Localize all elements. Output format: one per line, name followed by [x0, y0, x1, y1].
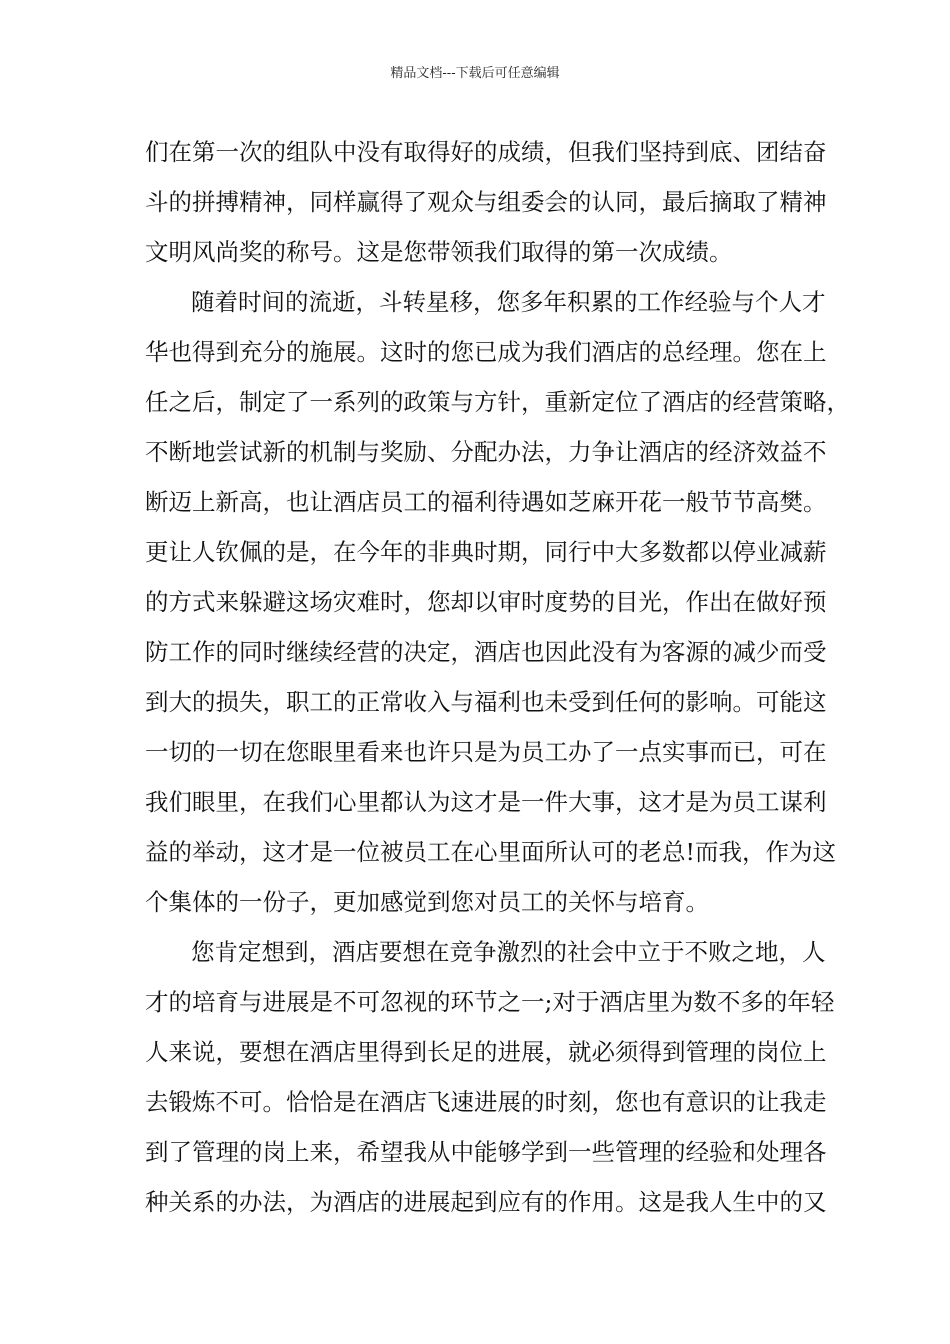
text-line: 我们眼里，在我们心里都认为这才是一件大事，这才是为员工谋利	[145, 788, 827, 816]
text-line: 您肯定想到，酒店要想在竞争激烈的社会中立于不败之地，人	[191, 938, 826, 966]
text-line: 们在第一次的组队中没有取得好的成绩，但我们坚持到底、团结奋	[145, 138, 827, 166]
text-line: 去锻炼不可。恰恰是在酒店飞速进展的时刻，您也有意识的让我走	[145, 1088, 827, 1116]
text-line: 断迈上新高，也让酒店员工的福利待遇如芝麻开花一般节节高樊。	[145, 488, 827, 516]
text-line: 一切的一切在您眼里看来也许只是为员工办了一点实事而已，可在	[145, 738, 827, 766]
document-body	[145, 127, 850, 1227]
text-line: 防工作的同时继续经营的决定，酒店也因此没有为客源的减少而受	[145, 638, 827, 666]
text-line: 任之后，制定了一系列的政策与方针，重新定位了酒店的经营策略，	[145, 388, 850, 416]
text-line: 随着时间的流逝，斗转星移，您多年积累的工作经验与个人才	[191, 288, 826, 316]
paragraph-2	[145, 277, 850, 927]
text-line: 到了管理的岗上来，希望我从中能够学到一些管理的经验和处理各	[145, 1138, 827, 1166]
text-line: 的方式来躲避这场灾难时，您却以审时度势的目光，作出在做好预	[145, 588, 827, 616]
paragraph-1	[145, 127, 827, 277]
text-line: 种关系的办法，为酒店的进展起到应有的作用。这是我人生中的又	[145, 1188, 827, 1216]
text-line: 才的培育与进展是不可忽视的环节之一;对于酒店里为数不多的年轻	[145, 988, 835, 1016]
text-line: 到大的损失，职工的正常收入与福利也未受到任何的影响。可能这	[145, 688, 827, 716]
text-line: 益的举动，这才是一位被员工在心里面所认可的老总!而我，作为这	[145, 838, 836, 866]
text-line: 文明风尚奖的称号。这是您带领我们取得的第一次成绩。	[145, 238, 733, 266]
paragraph-3	[145, 927, 835, 1227]
text-line: 个集体的一份子，更加感觉到您对员工的关怀与培育。	[145, 888, 709, 916]
text-line: 斗的拼搏精神，同样赢得了观众与组委会的认同，最后摘取了精神	[145, 188, 827, 216]
text-line: 华也得到充分的施展。这时的您已成为我们酒店的总经理。您在上	[145, 338, 827, 366]
page-header: 精品文档---下载后可任意编辑	[390, 66, 560, 81]
text-line: 人来说，要想在酒店里得到长足的进展，就必须得到管理的岗位上	[145, 1038, 827, 1066]
text-line: 不断地尝试新的机制与奖励、分配办法，力争让酒店的经济效益不	[145, 438, 827, 466]
text-line: 更让人钦佩的是，在今年的非典时期，同行中大多数都以停业减薪	[145, 538, 827, 566]
